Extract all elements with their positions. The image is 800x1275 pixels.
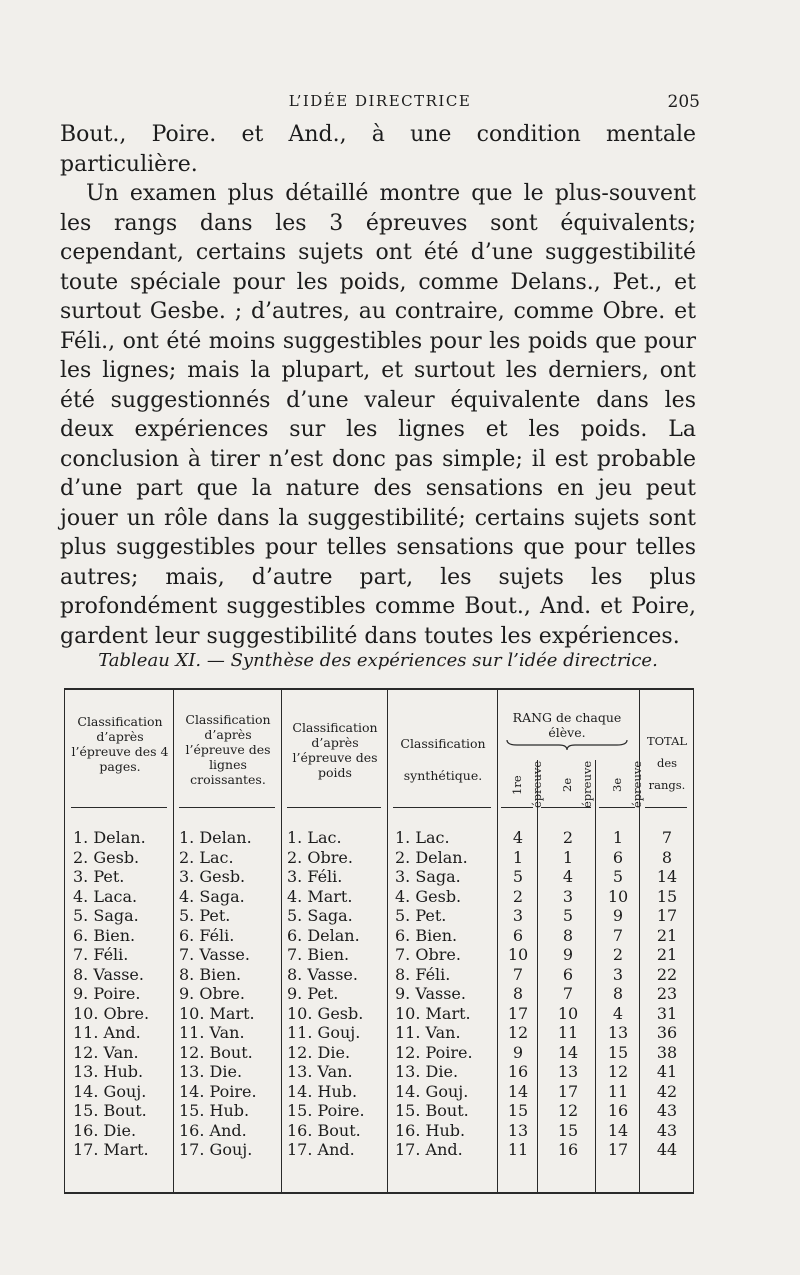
table-cell: 16. Bout.	[287, 1120, 361, 1140]
table-cell: 11. And.	[73, 1023, 141, 1042]
table-cell: 14	[557, 1042, 579, 1062]
table-cell: 16. Hub.	[395, 1120, 466, 1140]
table-cell: 8	[562, 925, 574, 945]
table-cell: 21	[656, 925, 678, 945]
table-cell: 4	[612, 1003, 624, 1023]
table-cell: 3. Gesb.	[179, 867, 246, 886]
table-cell: 15	[656, 886, 678, 906]
table-cell: 16. And.	[179, 1120, 247, 1140]
table-cell: 4. Laca.	[73, 886, 138, 906]
table-cell: 10. Mart.	[179, 1003, 255, 1023]
table-cell: 1. Delan.	[179, 828, 252, 847]
column-rule	[497, 690, 498, 1192]
table-cell: 41	[656, 1062, 678, 1081]
table-cell: 6	[612, 847, 624, 867]
table-cell: 5	[512, 867, 524, 886]
table-cell: 17	[656, 906, 678, 925]
table-cell: 14. Gouj.	[73, 1081, 147, 1101]
running-title: L’IDÉE DIRECTRICE	[288, 92, 472, 110]
column-rule	[595, 760, 596, 1192]
table-cell: 21	[656, 945, 678, 964]
column-epreuve-1	[501, 828, 535, 1160]
table-cell: 16	[607, 1101, 629, 1120]
table-cell: 8. Bien.	[179, 964, 242, 984]
table-cell: 2	[512, 886, 524, 906]
column-total	[645, 828, 689, 1160]
table-cell: 9. Pet.	[287, 984, 339, 1003]
column-rule	[387, 690, 388, 1192]
table-cell: 7	[661, 828, 673, 847]
header-rule	[599, 807, 635, 808]
header-col-lignes: Classification d’après l’épreuve des lignes croissantes.	[185, 712, 271, 787]
table-cell: 17. Mart.	[73, 1140, 149, 1159]
table-cell: 7	[562, 984, 574, 1003]
table-cell: 15. Poire.	[287, 1101, 365, 1120]
table-cell: 2. Obre.	[287, 847, 353, 867]
paragraph: Bout., Poire. et And., à une condition mentale particulière.	[60, 122, 696, 177]
table-cell: 5. Pet.	[395, 906, 447, 925]
table-cell: 6. Bien.	[395, 925, 458, 945]
table-cell: 9	[512, 1042, 524, 1062]
table-cell: 12	[607, 1062, 629, 1081]
column-rule	[537, 760, 538, 1192]
table-cell: 7	[512, 964, 524, 984]
table-cell: 5. Saga.	[73, 906, 139, 925]
table-cell: 2. Lac.	[179, 847, 234, 867]
table-cell: 1	[612, 828, 624, 847]
table-cell: 8	[512, 984, 524, 1003]
table-cell: 3	[512, 906, 524, 925]
table-cell: 4. Saga.	[179, 886, 245, 906]
table-cell: 3	[612, 964, 624, 984]
table-cell: 8. Vasse.	[73, 964, 144, 984]
table-cell: 13	[557, 1062, 579, 1081]
table-cell: 16. Die.	[73, 1120, 137, 1140]
table-cell: 17. And.	[395, 1140, 463, 1159]
table-cell: 2. Gesb.	[73, 847, 140, 867]
body-text	[60, 120, 696, 651]
table-cell: 4. Mart.	[287, 886, 353, 906]
table-cell: 14	[507, 1081, 529, 1101]
table-cell: 3. Pet.	[73, 867, 125, 886]
table-cell: 13. Die.	[179, 1062, 243, 1081]
header-rang: RANG de chaque élève.	[512, 710, 622, 740]
table-cell: 6. Delan.	[287, 925, 360, 945]
table-cell: 7. Vasse.	[179, 945, 250, 964]
table-cell: 9	[612, 906, 624, 925]
header-rule	[71, 807, 167, 808]
table-cell: 13	[507, 1120, 529, 1140]
table-cell: 13. Hub.	[73, 1062, 144, 1081]
header-rule	[393, 807, 491, 808]
table-cell: 1	[562, 847, 574, 867]
header-epreuve-1: 1re épreuve	[510, 760, 544, 808]
table-cell: 14	[607, 1120, 629, 1140]
table-cell: 3. Saga.	[395, 867, 461, 886]
table-cell: 10. Mart.	[395, 1003, 471, 1023]
table-cell: 17	[557, 1081, 579, 1101]
table-cell: 13	[607, 1023, 629, 1042]
table-cell: 11	[607, 1081, 629, 1101]
table-cell: 11. Gouj.	[287, 1023, 361, 1042]
table-cell: 10	[507, 945, 529, 964]
table-cell: 15. Bout.	[73, 1101, 147, 1120]
table-cell: 38	[656, 1042, 678, 1062]
table-cell: 17. And.	[287, 1140, 355, 1159]
header-rule	[541, 807, 591, 808]
table-cell: 43	[656, 1101, 678, 1120]
table-cell: 1. Lac.	[287, 828, 342, 847]
table-cell: 17	[507, 1003, 529, 1023]
table-cell: 8. Vasse.	[287, 964, 358, 984]
table-cell: 11	[557, 1023, 579, 1042]
table-cell: 6	[512, 925, 524, 945]
table-cell: 2	[612, 945, 624, 964]
table-cell: 42	[656, 1081, 678, 1101]
table-cell: 12	[507, 1023, 529, 1042]
table-cell: 15. Bout.	[395, 1101, 469, 1120]
column-epreuve-2	[543, 828, 593, 1160]
table-cell: 12	[557, 1101, 579, 1120]
brace-icon	[505, 738, 629, 752]
data-table	[64, 688, 694, 1194]
table-cell: 15	[507, 1101, 529, 1120]
table-cell: 9. Poire.	[73, 984, 141, 1003]
table-cell: 43	[656, 1120, 678, 1140]
column-rule	[281, 690, 282, 1192]
table-cell: 4	[512, 828, 524, 847]
header-rule	[645, 807, 687, 808]
table-cell: 6	[562, 964, 574, 984]
header-total: TOTAL des rangs.	[646, 734, 688, 792]
table-cell: 9	[562, 945, 574, 964]
header-rule	[501, 807, 533, 808]
table-cell: 15	[607, 1042, 629, 1062]
table-cell: 5. Pet.	[179, 906, 231, 925]
table-cell: 12. Bout.	[179, 1042, 253, 1062]
table-cell: 23	[656, 984, 678, 1003]
table-cell: 1	[512, 847, 524, 867]
table-cell: 36	[656, 1023, 678, 1042]
table-cell: 16	[557, 1140, 579, 1159]
table-cell: 14	[656, 867, 678, 886]
table-cell: 17. Gouj.	[179, 1140, 253, 1159]
table-cell: 5	[612, 867, 624, 886]
paragraph: Un examen plus détaillé montre que le plus-souvent les rangs dans les 3 épreuves sont équivalents; cependant, certains sujets ont été d’une suggestibilité toute spéciale pour les poids, comme Delans., Pet., et surtout Gesbe. ; d’autres, au contraire, comme Obre. et Féli., ont été moins suggestibles pour les poids que pour les lignes; mais la plupart, et surtout les derniers, ont été suggestionnés d’une valeur équivalente dans les deux expériences sur les lignes et les poids. La conclusion à tirer n’est donc pas simple; il est probable d’une part que la nature des sensations en jeu peut jouer un rôle dans la suggestibilité; certains sujets sont plus suggestibles pour telles sensations que pour telles autres; mais, d’autre part, les sujets les plus profondément suggestibles comme Bout., And. et Poire, gardent leur suggestibilité dans toutes les expériences.	[60, 181, 696, 649]
header-rule	[287, 807, 381, 808]
table-cell: 16	[507, 1062, 529, 1081]
table-cell: 8	[612, 984, 624, 1003]
column-rule	[173, 690, 174, 1192]
table-cell: 13. Die.	[395, 1062, 459, 1081]
header-epreuve-2: 2e épreuve	[560, 760, 594, 808]
page-number: 205	[667, 92, 700, 112]
column-synthetique	[395, 828, 495, 1160]
table-cell: 3	[562, 886, 574, 906]
table-cell: 2. Delan.	[395, 847, 468, 867]
table-cell: 1. Delan.	[73, 828, 146, 847]
table-cell: 10	[557, 1003, 579, 1023]
table-cell: 4	[562, 867, 574, 886]
table-cell: 15	[557, 1120, 579, 1140]
table-cell: 7	[612, 925, 624, 945]
header-epreuve-3: 3e épreuve	[610, 760, 644, 808]
table-cell: 14. Poire.	[179, 1081, 257, 1101]
column-4-pages	[73, 828, 171, 1160]
table-cell: 5	[562, 906, 574, 925]
column-lignes	[179, 828, 279, 1160]
table-cell: 10. Gesb.	[287, 1003, 364, 1023]
table-cell: 31	[656, 1003, 678, 1023]
header-col-synthetique: Classification synthétique.	[400, 736, 486, 783]
table-cell: 15. Hub.	[179, 1101, 250, 1120]
table-cell: 11	[507, 1140, 529, 1159]
table-cell: 13. Van.	[287, 1062, 353, 1081]
table-cell: 5. Saga.	[287, 906, 353, 925]
table-cell: 10. Obre.	[73, 1003, 150, 1023]
table-cell: 17	[607, 1140, 629, 1159]
table-cell: 12. Die.	[287, 1042, 351, 1062]
table-cell: 12. Poire.	[395, 1042, 473, 1062]
table-cell: 2	[562, 828, 574, 847]
table-cell: 9. Vasse.	[395, 984, 466, 1003]
table-cell: 6. Bien.	[73, 925, 136, 945]
table-caption: Tableau XI. — Synthèse des expériences sur l’idée directrice.	[98, 650, 658, 671]
table-cell: 6. Féli.	[179, 925, 235, 945]
table-cell: 14. Gouj.	[395, 1081, 469, 1101]
table-cell: 12. Van.	[73, 1042, 139, 1062]
column-poids	[287, 828, 385, 1160]
table-cell: 14. Hub.	[287, 1081, 358, 1101]
table-cell: 11. Van.	[395, 1023, 461, 1042]
table-cell: 8. Féli.	[395, 964, 451, 984]
table-cell: 7. Féli.	[73, 945, 129, 964]
table-cell: 1. Lac.	[395, 828, 450, 847]
table-cell: 9. Obre.	[179, 984, 245, 1003]
header-rule	[179, 807, 275, 808]
column-epreuve-3	[599, 828, 637, 1160]
table-cell: 10	[607, 886, 629, 906]
table-cell: 3. Féli.	[287, 867, 343, 886]
table-cell: 44	[656, 1140, 678, 1159]
page-header	[60, 88, 700, 118]
table-cell: 7. Obre.	[395, 945, 461, 964]
table-cell: 4. Gesb.	[395, 886, 462, 906]
table-cell: 22	[656, 964, 678, 984]
table-cell: 7. Bien.	[287, 945, 350, 964]
table-cell: 8	[661, 847, 673, 867]
header-col-poids: Classification d’après l’épreuve des poids	[292, 720, 378, 780]
table-cell: 11. Van.	[179, 1023, 245, 1042]
header-col-4-pages: Classification d’après l’épreuve des 4 pages.	[71, 714, 169, 774]
